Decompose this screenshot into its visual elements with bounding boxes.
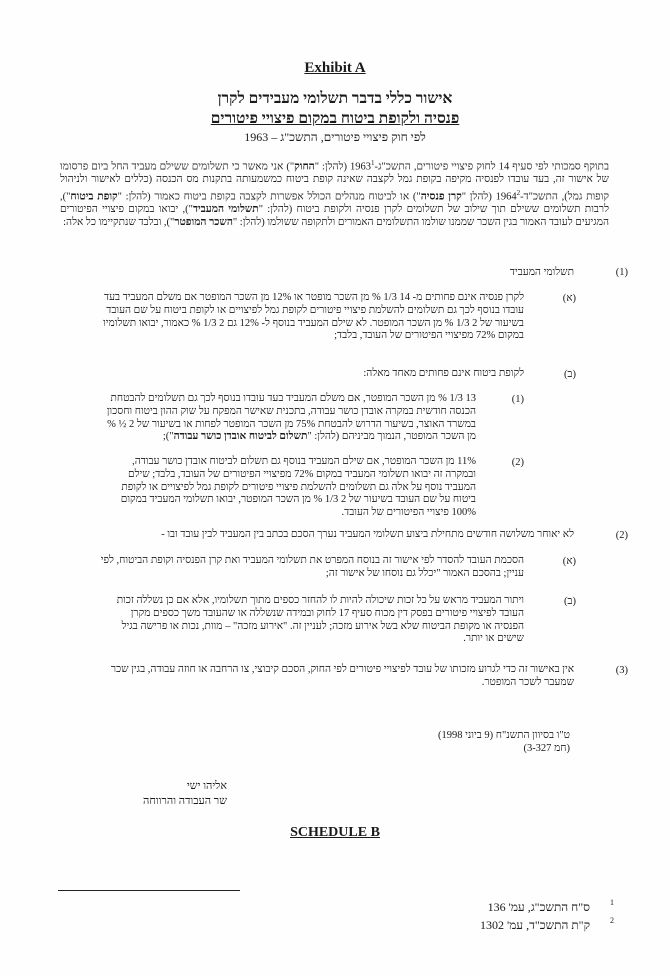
intro-paragraph bbox=[60, 157, 609, 230]
signatory-title: שר העבודה והרווחה bbox=[143, 795, 227, 807]
intro-text-6: "), לרבות תשלומים ששילם תוך שילוב של תשלומים לקרן פנסיה ולקופת ביטוח (להלן: " bbox=[60, 191, 610, 216]
heading-line-1: אישור כללי בדבר תשלומי מעבידים לקרן bbox=[217, 90, 453, 107]
section-2a-number: (א) bbox=[562, 556, 576, 567]
intro-term-employer-payments: תשלומי המעביד bbox=[192, 204, 259, 216]
section-2a-text: הסכמת העובד להסדר לפי אישור זה בנוסח המפרט את תשלומי המעביד ואת קרן הפנסיה וקופת הביטוח, לפי עניין; בהסכם האמור "יכלל גם נוסחו של אישור זה; bbox=[100, 555, 524, 579]
exhibit-title: Exhibit A bbox=[304, 60, 366, 76]
heading-line-2: פנסיה ולקופת ביטוח במקום פיצויי פיטורים bbox=[210, 110, 460, 127]
intro-text-5: ") או לביטוח מנהלים הכולל אפשרות לקצבה בקופת ביטוח כאמור (להלן: " bbox=[117, 191, 421, 203]
footnote-ref-2: 2 bbox=[516, 189, 521, 198]
signatory-name: אליהו ישי bbox=[186, 780, 227, 792]
section-1-number: (1) bbox=[615, 267, 628, 278]
intro-text-4: (להלן " bbox=[461, 191, 496, 203]
item-1-bold-term: תשלום לביטוח אובדן כושר עבודה bbox=[173, 431, 308, 443]
section-2-number: (2) bbox=[615, 530, 628, 541]
section-1b-title: לקופת ביטוח אינם פחותים מאחד מאלה: bbox=[363, 368, 524, 379]
item-1-end: "); bbox=[162, 431, 174, 443]
footnote-1-mark: 1 bbox=[610, 898, 614, 907]
section-1-title: תשלומי המעביד bbox=[509, 267, 574, 278]
intro-term-pension-fund: קרן פנסיה bbox=[420, 191, 462, 203]
section-1a-text: לקרן פנסיה אינם פחותים מ- 14 1/3 % מן השכר מופטר או 12% מן השכר המופטר אם משלם המעביד בעד עובדו בנוסף לכך גם תשלומים להשלמת פיצויי פיטורים לקופת גמל לפיצויים או לקופת ביטוח על שם העובד בשיעור של 2 1/3 % מן השכר המופטר. לא שילם המעביד בנוסף ל- 12% גם 2 1/3 % כאמור, יבואו תשלומיו במקום 72% מפיצויי הפיטורים של העובד, בלבד; bbox=[103, 292, 524, 342]
section-1b-number: (ב) bbox=[563, 369, 576, 380]
intro-term-law: החוק bbox=[294, 161, 315, 173]
section-1a-number: (א) bbox=[562, 293, 576, 304]
intro-text-2: (להלן: " bbox=[314, 161, 351, 173]
section-1b-item-2-text: 11% מן השכר המופטר, אם שילם המעביד בנוסף גם תשלום לביטוח אובדן כושר עבודה, ובמקרה זה יבואו תשלומי המעביד במקום 72% מפיצויי הפיטורים של העובד, בלבד; שילם המעביד נוסף על אלה גם תשלומים להשלמת פיצויי פיטורים לקופת גמל לפיצויים או לקופת ביטוח על שם העובד בשיעור של 2 1/3 % מן השכר המופטר, יבואו תשלומי המעביד במקום 100% פיצויי הפיטורים של העובד. bbox=[120, 456, 476, 519]
intro-text-7: "), יבואו במקום פיצויי הפיטורים המגיעים לעובד האמור בגין השכר שממנו שולמו התשלומים האמורים ולתקופה ששולמו (להלן: " bbox=[60, 204, 609, 229]
section-1b-item-1-text bbox=[100, 393, 476, 444]
footnote-separator bbox=[58, 890, 240, 891]
section-1b-item-2-number: (2) bbox=[511, 457, 524, 468]
intro-term-exempt-salary: השכר המופטר bbox=[174, 217, 233, 229]
intro-term-insurance-fund: קופת ביטוח bbox=[70, 191, 118, 203]
footnote-ref-1: 1 bbox=[371, 159, 375, 167]
section-2-title: לא יאוחר משלושה חודשים מתחילת ביצוע תשלומי המעביד נערך הסכם בכתב בין המעביד לבין עובד ובו - bbox=[161, 529, 574, 540]
reference-number: (חמ 3-327) bbox=[523, 743, 570, 754]
section-3-number: (3) bbox=[615, 665, 628, 676]
footnote-2-text: ק"ת התשכ"ד, עמ' 1302 bbox=[480, 918, 590, 932]
footnote-1-text: ס"ח התשכ"ג, עמ' 136 bbox=[487, 900, 590, 914]
schedule-b-title: SCHEDULE B bbox=[290, 825, 380, 840]
section-2b-number: (ב) bbox=[563, 596, 576, 607]
footnote-2-mark: 2 bbox=[610, 916, 614, 925]
intro-text-8: "), ובלבד שנתקיימו כל אלה: bbox=[63, 217, 175, 229]
intro-text-3: ") אני מאשר כי תשלומים ששילם מעביד החל ביום פרסומו של אישור זה, בעד עובדו לפנסיה מקיפה בקופת גמל לקצבה שאינה קופת ביטוח כמשמעותה בתקנות מס הכנסה (כללים לאישור ולניהול קופות גמל), התשכ"ד-1964 bbox=[60, 161, 609, 203]
heading-line-3: לפי חוק פיצויי פיטורים, התשכ"ג – 1963 bbox=[244, 130, 426, 144]
section-1b-item-1-number: (1) bbox=[511, 394, 524, 405]
intro-text-1: בתוקף סמכותי לפי סעיף 14 לחוק פיצויי פיטורים, התשכ"ג-1963 bbox=[350, 161, 610, 173]
section-3-text: אין באישור זה כדי לגרוע מזכותו של עובד לפיצויי פיטורים לפי החוק, הסכם קיבוצי, צו הרחבה או חוזה עבודה, בגין שכר שמעבר לשכר המופטר. bbox=[110, 664, 574, 688]
date-line: ט"ו בסיוון התשנ"ח (9 ביוני 1998) bbox=[438, 730, 570, 741]
section-2b-text: ויתור המעביד מראש על כל זכות שיכולה להיות לו להחזר כספים מתוך תשלומיו, אלא אם כן נשללה זכות העובד לפיצויי פיטורים בפסק דין מכוח סעיף 17 לחוק ובמידה שנשללה או שהעובד משך כספים מקרן הפנסיה או מקופת הביטוח שלא בשל אירוע מזכה; לעניין זה. "אירוע מזכה" – מוות, נכות או פרישה בגיל שישים או יותר. bbox=[116, 595, 524, 645]
item-1-body: 13 1/3 % מן השכר המופטר, אם משלם המעביד בעד עובדו בנוסף לכך גם תשלומים להבטחת הכנסה חודשית במקרה אובדן כושר עבודה, בתכנית שאישר המפקח על שוק ההון ביטוח וחסכון במשרד האוצר, בשיעור הדרוש להבטחת 75% מן השכר המופטר לפחות או בשיעור של 2 ½ % מן השכר המופטר, הנמוך מביניהם (להלן: " bbox=[106, 393, 476, 443]
